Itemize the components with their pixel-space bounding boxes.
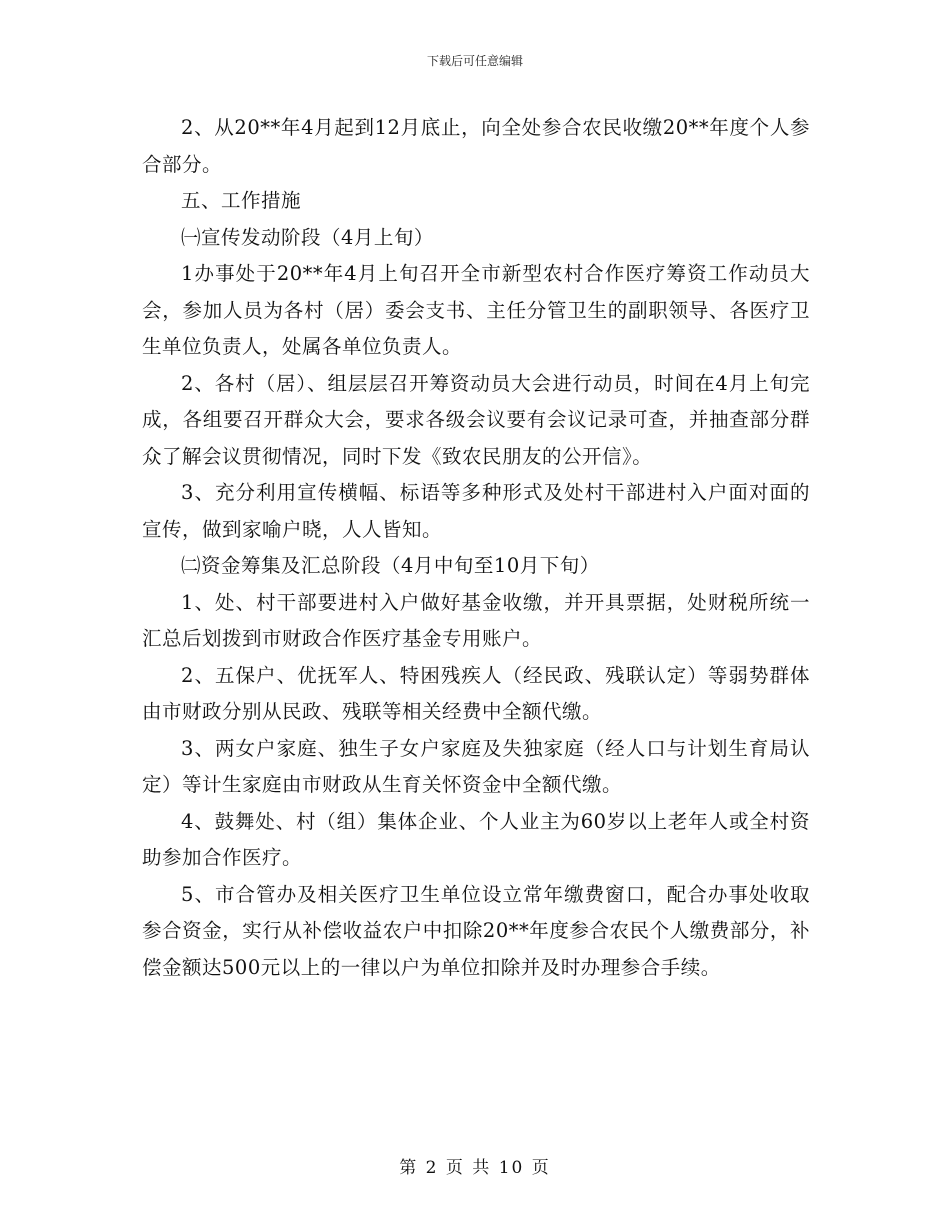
paragraph-village-meetings: 2、各村（居）、组层层召开筹资动员大会进行动员，时间在4月上旬完成，各组要召开群众大会，要求各级会议要有会议记录可查，并抽查部分群众了解会议贯彻情况，同时下发《致农民朋友的公开信》。	[142, 371, 810, 468]
paragraph-collection-period: 2、从20**年4月起到12月底止，向全处参合农民收缴20**年度个人参合部分。	[142, 116, 810, 176]
paragraph-fund-collection: 1、处、村干部要进村入户做好基金收缴，并开具票据，处财税所统一汇总后划拨到市财政合作医疗基金专用账户。	[142, 590, 810, 650]
section-heading-work-measures: 五、工作措施	[181, 189, 302, 212]
document-body	[142, 110, 810, 986]
paragraph-vulnerable-groups: 2、五保户、优抚军人、特困残疾人（经民政、残联认定）等弱势群体由市财政分别从民政、残联等相关经费中全额代缴。	[142, 663, 810, 723]
page-number-footer: 第 2 页 共 10 页	[399, 1158, 551, 1178]
paragraph-mobilization-meeting: 1办事处于20**年4月上旬召开全市新型农村合作医疗筹资工作动员大会，参加人员为各村（居）委会支书、主任分管卫生的副职领导、各医疗卫生单位负责人，处属各单位负责人。	[142, 262, 810, 358]
paragraph-payment-window: 5、市合管办及相关医疗卫生单位设立常年缴费窗口，配合办事处收取参合资金，实行从补偿收益农户中扣除20**年度参合农民个人缴费部分，补偿金额达500元以上的一律以户为单位扣除并及时办理参合手续。	[142, 882, 810, 979]
paragraph-encourage-enterprises: 4、鼓舞处、村（组）集体企业、个人业主为60岁以上老年人或全村资助参加合作医疗。	[142, 809, 810, 869]
paragraph-family-planning: 3、两女户家庭、独生子女户家庭及失独家庭（经人口与计划生育局认定）等计生家庭由市财政从生育关怀资金中全额代缴。	[142, 736, 810, 796]
subsection-heading-fund-raising: ㈡资金筹集及汇总阶段（4月中旬至10月下旬）	[181, 554, 600, 577]
paragraph-publicity-forms: 3、充分利用宣传横幅、标语等多种形式及处村干部进村入户面对面的宣传，做到家喻户晓，人人皆知。	[142, 481, 810, 541]
page-header: 下载后可任意编辑	[426, 54, 523, 68]
subsection-heading-publicity: ㈠宣传发动阶段（4月上旬）	[181, 225, 434, 249]
